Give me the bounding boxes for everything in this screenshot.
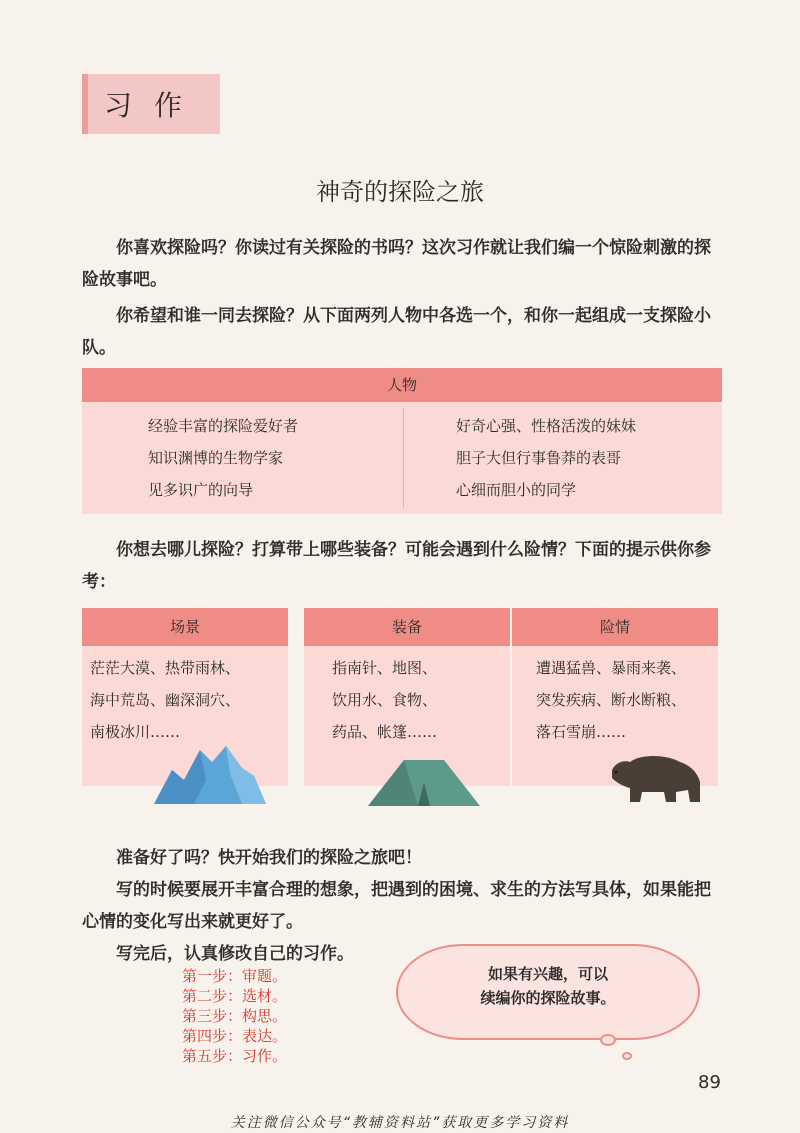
hint-line: 饮用水、食物、	[332, 691, 438, 709]
footer-note: 关注微信公众号“教辅资料站”获取更多学习资料	[230, 1115, 570, 1131]
hint-line: 药品、帐篷……	[332, 723, 438, 741]
step-item: 第四步：表达。	[182, 1027, 288, 1045]
characters-table	[82, 368, 722, 514]
hint-header: 场景	[82, 608, 288, 646]
step-item: 第三步：构思。	[182, 1007, 288, 1025]
writing-steps	[182, 966, 287, 1066]
hint-line: 落石雪崩……	[536, 723, 627, 741]
page-title: 神奇的探险之旅	[316, 178, 484, 206]
bubble-line: 续编你的探险故事。	[480, 989, 616, 1007]
step-item: 第一步：审题。	[182, 967, 288, 985]
intro-paragraph-2: 你希望和谁一同去探险？从下面两列人物中各选一个，和你一起组成一支探险小队。	[82, 306, 711, 358]
prompt-paragraph-3: 准备好了吗？快开始我们的探险之旅吧！	[116, 848, 422, 868]
intro-paragraph-1: 你喜欢探险吗？你读过有关探险的书吗？这次习作就让我们编一个惊险刺激的探险故事吧。	[82, 238, 711, 290]
hint-lines	[304, 646, 510, 748]
hint-lines	[82, 646, 288, 748]
bubble-text	[398, 962, 698, 1010]
characters-header: 人物	[82, 368, 722, 402]
mountain-icon	[150, 740, 270, 810]
hint-line: 指南针、地图、	[332, 659, 438, 677]
character-item: 经验丰富的探险爱好者	[148, 417, 299, 435]
bubble-line: 如果有兴趣，可以	[487, 965, 608, 983]
hint-lines	[512, 646, 718, 748]
hint-line: 茫茫大漠、热带雨林、	[90, 659, 241, 677]
character-item: 见多识广的向导	[148, 481, 254, 499]
hint-line: 海中荒岛、幽深洞穴、	[90, 691, 241, 709]
bear-icon	[606, 752, 706, 806]
step-item: 第五步：习作。	[182, 1047, 288, 1065]
step-item: 第二步：选材。	[182, 987, 288, 1005]
characters-divider	[403, 408, 404, 508]
hint-header: 险情	[512, 608, 718, 646]
character-item: 知识渊博的生物学家	[148, 449, 284, 467]
bubble-tail-dot	[600, 1034, 616, 1046]
character-item: 胆子大但行事鲁莽的表哥	[456, 449, 622, 467]
thought-bubble	[396, 944, 700, 1040]
tent-icon	[364, 752, 484, 812]
bubble-tail-dot	[622, 1052, 632, 1060]
characters-left-column	[148, 410, 298, 506]
character-item: 心细而胆小的同学	[456, 481, 577, 499]
hints-intro-paragraph: 你想去哪儿探险？打算带上哪些装备？可能会遇到什么险情？下面的提示供你参考：	[82, 540, 711, 592]
hint-line: 遭遇猛兽、暴雨来袭、	[536, 659, 687, 677]
character-item: 好奇心强、性格活泼的妹妹	[456, 417, 637, 435]
hint-line: 南极冰川……	[90, 723, 181, 741]
prompt-paragraph-4: 写的时候要展开丰富合理的想象，把遇到的困境、求生的方法写具体，如果能把心情的变化写出来就更好了。	[82, 880, 711, 932]
section-badge: 习作	[82, 74, 220, 134]
hint-line: 突发疾病、断水断粮、	[536, 691, 687, 709]
page-number: 89	[698, 1072, 721, 1093]
prompt-paragraph-5: 写完后，认真修改自己的习作。	[116, 944, 354, 964]
hint-header: 装备	[304, 608, 510, 646]
characters-right-column	[456, 410, 636, 506]
